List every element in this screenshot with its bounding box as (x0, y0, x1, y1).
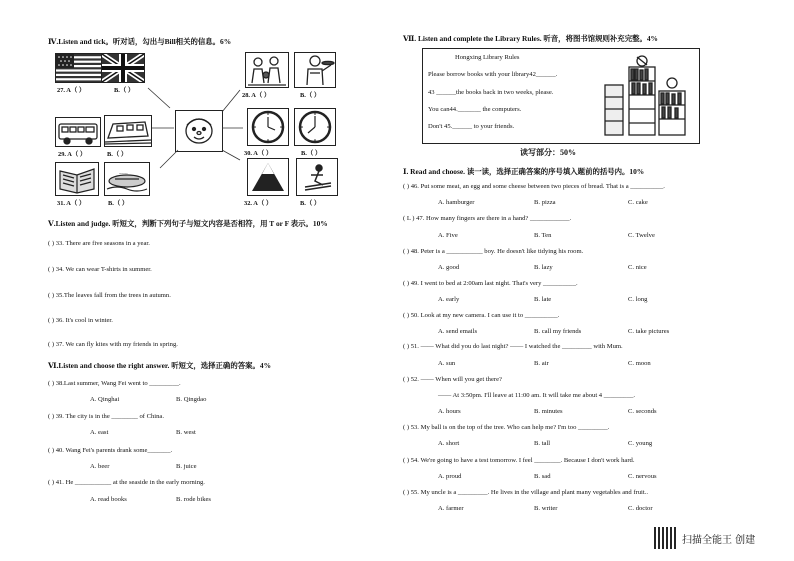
library-line-43: 43 ______the books back in two weeks, please. (428, 89, 554, 96)
section-1-title: Ⅰ. Read and choose. 读一读，选择正确答案的序号填入题前的括号内。10% (403, 167, 645, 176)
choose-38-a: A. Qinghai (90, 396, 120, 403)
choose-38-question: ( ) 38.Last summer, Wang Fei went to _________. (48, 380, 181, 387)
label-28a: 28. A（ ） (242, 92, 271, 99)
choose-41-question: ( ) 41. He ___________ at the seaside in the early morning. (48, 479, 205, 486)
q48-option-c: C. nice (628, 264, 647, 271)
choose-39-question: ( ) 39. The city is in the ________ of China. (48, 413, 164, 420)
skier-icon (296, 158, 338, 196)
clock-icon (247, 108, 289, 146)
mountain-icon (247, 158, 289, 196)
q46-option-b: B. pizza (534, 199, 556, 206)
train-icon (104, 115, 152, 147)
q49-option-b: B. late (534, 296, 552, 303)
q52-option-a: A. hours (438, 408, 461, 415)
choose-41-a: A. read books (90, 496, 127, 503)
q50-option-a: A. send emails (438, 328, 478, 335)
q49-option-a: A. early (438, 296, 460, 303)
choose-40-question: ( ) 40. Wang Fei's parents drank some_______. (48, 447, 173, 454)
choose-39-a: A. east (90, 429, 109, 436)
q52-option-b: B. minutes (534, 408, 563, 415)
label-27a: 27. A（ ） (57, 87, 86, 94)
qr-code-icon (654, 527, 676, 549)
choose-41-b: B. rode bikes (176, 496, 211, 503)
question-48: ( ) 48. Peter is a ___________ boy. He doesn't like tidying his room. (403, 248, 584, 255)
section-5-title: Ⅴ.Listen and judge. 听短文，判断下列句子与短文内容是否相符，用 T or F 表示。10% (48, 219, 328, 228)
label-30a: 30. A（ ） (244, 150, 273, 157)
label-31a: 31. A（ ） (57, 200, 86, 207)
section-6-title: Ⅵ.Listen and choose the right answer. 听短文，选择正确的答案。4% (48, 361, 271, 370)
q46-option-c: C. cake (628, 199, 648, 206)
choose-40-b: B. juice (176, 463, 197, 470)
q53-option-c: C. young (628, 440, 653, 447)
label-32a: 32. A（ ） (244, 200, 273, 207)
library-title: Hongxing Library Rules (455, 54, 520, 61)
judge-33: ( ) 33. There are five seasons in a year. (48, 240, 150, 247)
q47-option-b: B. Ten (534, 232, 552, 239)
q50-option-b: B. call my friends (534, 328, 582, 335)
label-27b: B.（ ） (114, 87, 135, 94)
q55-option-b: B. writer (534, 505, 558, 512)
question-52: ( ) 52. —— When will you get there? (403, 376, 502, 383)
reading-section-header: 读写部分：50% (520, 148, 576, 157)
judge-37: ( ) 37. We can fly kites with my friends in spring. (48, 341, 178, 348)
q51-option-b: B. air (534, 360, 549, 367)
question-52-line2: —— At 3:50pm. I'll leave at 11:00 am. It will take me about 4 _________. (438, 392, 636, 399)
q55-option-a: A. farmer (438, 505, 464, 512)
library-line-42: Please borrow books with your library42______. (428, 71, 558, 78)
choose-40-a: A. beer (90, 463, 110, 470)
library-illustration-icon (599, 55, 691, 139)
label-29b: B.（ ） (107, 151, 128, 158)
q53-option-b: B. tall (534, 440, 551, 447)
judge-35: ( ) 35.The leaves fall from the trees in autumn. (48, 292, 171, 299)
judge-36: ( ) 36. It's cool in winter. (48, 317, 113, 324)
q48-option-b: B. lazy (534, 264, 553, 271)
question-50: ( ) 50. Look at my new camera. I can use it to __________. (403, 312, 560, 319)
label-32b: B.（ ） (300, 200, 321, 207)
clock-icon (294, 108, 336, 146)
question-49: ( ) 49. I went to bed at 2:00am last night. That's very __________. (403, 280, 578, 287)
q47-option-a: A. Five (438, 232, 458, 239)
scanner-watermark: 扫描全能王 创建 (682, 535, 756, 546)
judge-34: ( ) 34. We can wear T-shirts in summer. (48, 266, 152, 273)
label-31b: B.（ ） (108, 200, 129, 207)
section-4-title: Ⅳ.Listen and tick。听对话，勾出与Bill相关的信息。6% (48, 37, 232, 46)
q51-option-a: A. sun (438, 360, 456, 367)
question-47: ( L ) 47. How many fingers are there in a hand? ____________. (403, 215, 572, 222)
question-55: ( ) 55. My uncle is a _________. He lives in the village and plant many vegetables and fruit.. (403, 489, 649, 496)
q54-option-b: B. sad (534, 473, 551, 480)
label-30b: B.（ ） (301, 150, 322, 157)
q48-option-a: A. good (438, 264, 460, 271)
question-53: ( ) 53. My ball is on the top of the tree. Who can help me? I'm too _________. (403, 424, 610, 431)
q53-option-a: A. short (438, 440, 460, 447)
book-icon (55, 162, 99, 196)
q46-option-a: A. hamburger (438, 199, 475, 206)
q52-option-c: C. seconds (628, 408, 657, 415)
library-rules-box (422, 48, 700, 144)
choose-38-b: B. Qingdao (176, 396, 207, 403)
bus-icon (55, 117, 101, 147)
q54-option-c: C. nervous (628, 473, 657, 480)
question-51: ( ) 51. —— What did you do last night? —— I watched the _________ with Mum. (403, 343, 623, 350)
q54-option-a: A. proud (438, 473, 462, 480)
svg-text:~~~~: ~~~~ (119, 171, 128, 176)
question-54: ( ) 54. We're going to have a test tomorrow. I feel ________. Because I don't work hard. (403, 457, 635, 464)
q50-option-c: C. take pictures (628, 328, 670, 335)
choose-39-b: B. west (176, 429, 196, 436)
library-line-44: You can44._______ the computers. (428, 106, 522, 113)
boat-icon (104, 162, 150, 196)
library-line-45: Don't 45.______ to your friends. (428, 123, 515, 130)
question-46: ( ) 46. Put some meat, an egg and some cheese between two pieces of bread. That is a __________. (403, 183, 665, 190)
section-7-title: Ⅶ. Listen and complete the Library Rules. 听音，将图书馆规则补充完整。4% (403, 34, 658, 43)
label-28b: B.（ ） (300, 92, 321, 99)
q51-option-c: C. moon (628, 360, 651, 367)
q49-option-c: C. long (628, 296, 648, 303)
q47-option-c: C. Twelve (628, 232, 655, 239)
q55-option-c: C. doctor (628, 505, 653, 512)
label-29a: 29. A（ ） (58, 151, 87, 158)
